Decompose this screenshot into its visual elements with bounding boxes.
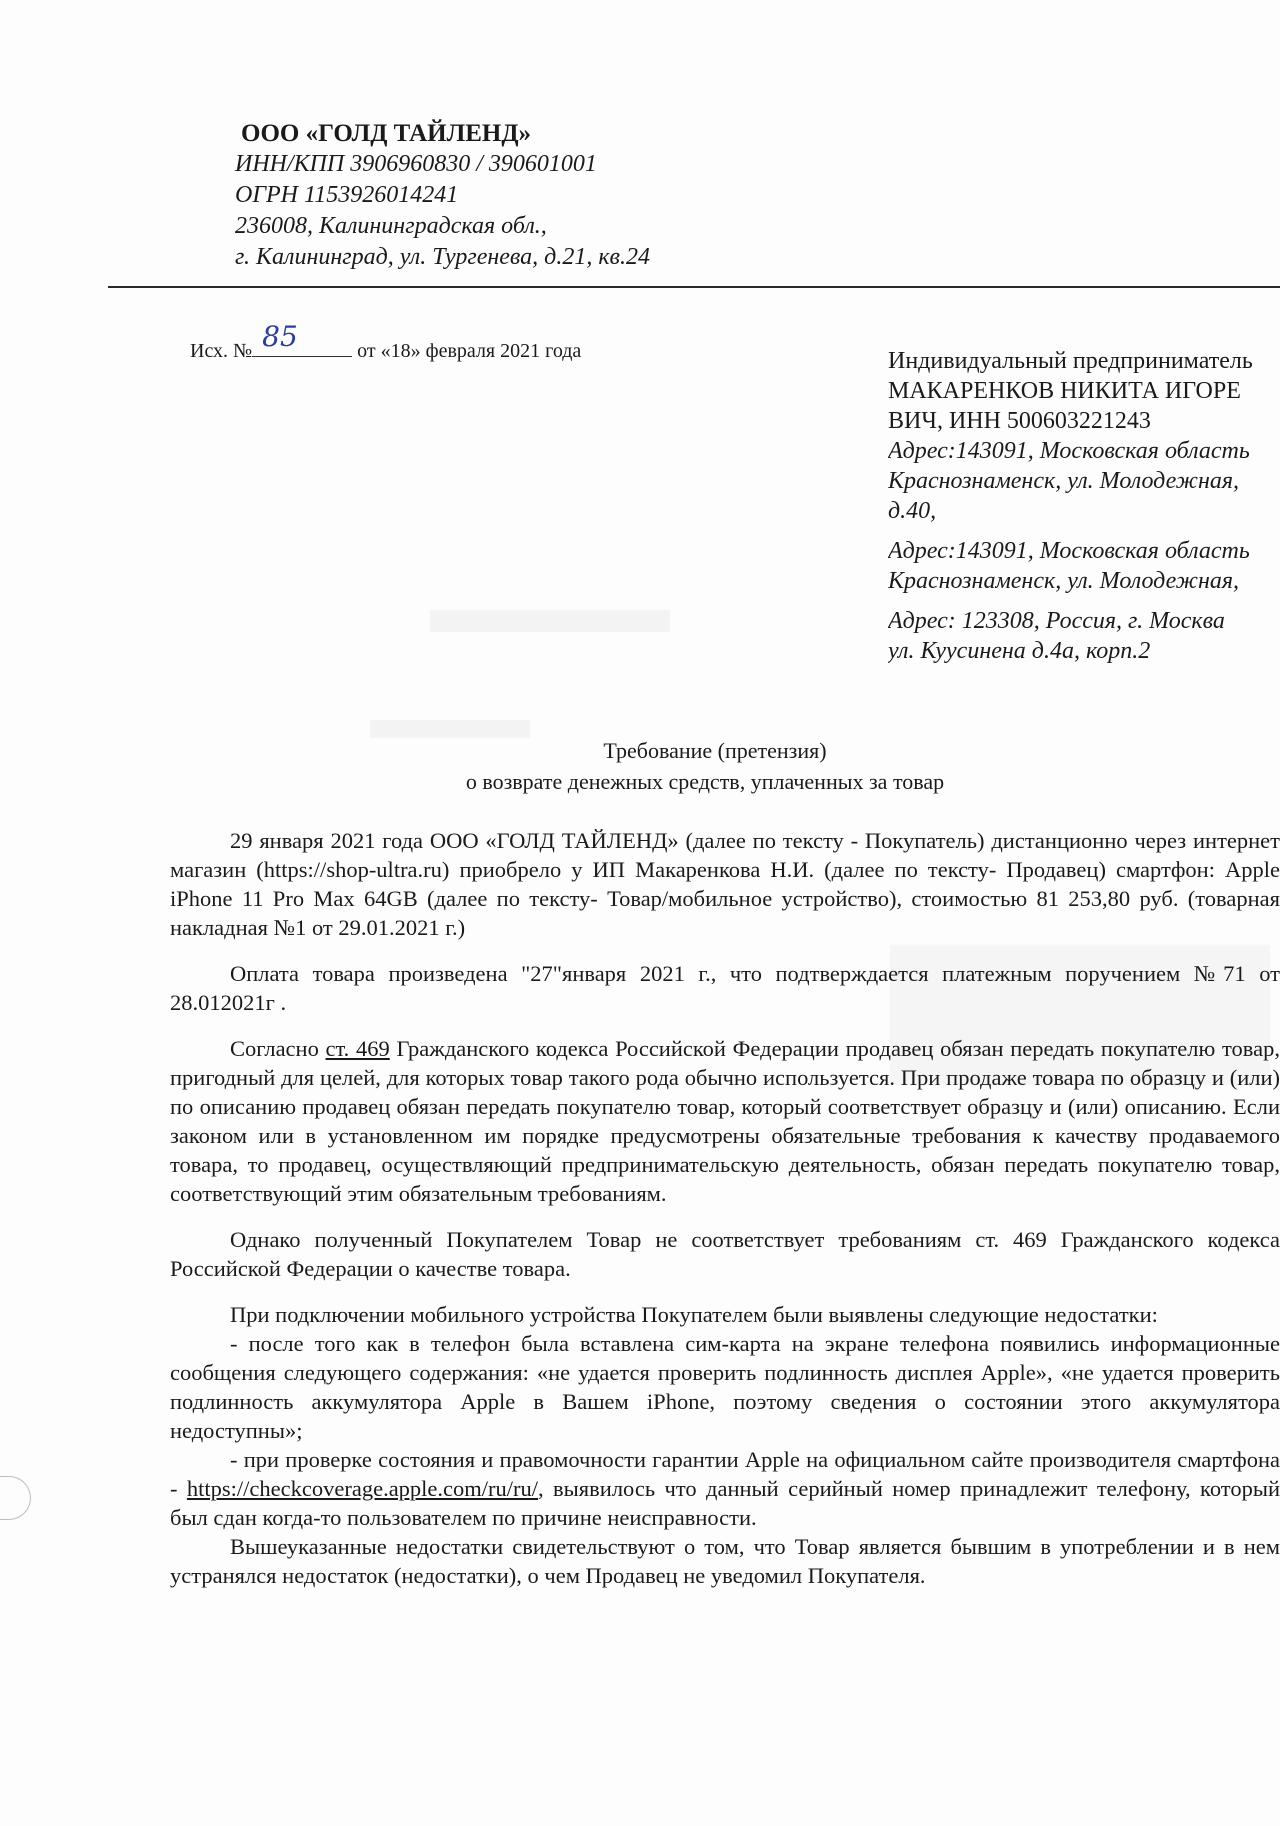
document-title (0, 735, 1280, 797)
outgoing-reference (190, 320, 582, 363)
recipient-address-line: ул. Куусинена д.4а, корп.2 (888, 638, 1151, 664)
body-paragraph: 29 января 2021 года ООО «ГОЛД ТАЙЛЕНД» (далее по тексту - Покупатель) дистанционно через интернет магазин (https://shop-ultra.ru) приобрело у ИП Макаренкова Н.И. (далее по тексту- Продавец) смартфон: Apple iPhone 11 Pro Max 64GB (далее по тексту- Товар/мобильное устройство), стоимостью 81 253,80 руб. (товарная накладная №1 от 29.01.2021 г.) (170, 828, 1280, 940)
recipient-line: Индивидуальный предприниматель (888, 348, 1253, 374)
title-line-2: о возврате денежных средств, уплаченных за товар (465, 769, 945, 794)
recipient-address-line: Адрес:143091, Московская область (888, 538, 1250, 564)
recipient-address-line: Краснознаменск, ул. Молодежная, (888, 468, 1240, 494)
handwritten-number: 85 (262, 320, 298, 353)
reference-number-line (252, 320, 352, 357)
body-paragraph: Однако полученный Покупателем Товар не соответствует требованиям ст. 469 Гражданского кодекса Российской Федерации о качестве товара. (170, 1227, 1280, 1281)
item-text: - при проверке состояния и правомочности гарантии Apple на официальном сайте производителя смартфона - (170, 1447, 1280, 1501)
title-line-1: Требование (претензия) (603, 738, 827, 763)
item-text: , выявилось что данный серийный номер принадлежит телефону, который был сдан когда-то пользователем по причине неисправности. (170, 1476, 1280, 1530)
checkcoverage-link[interactable]: https://checkcoverage.apple.com/ru/ru/ (186, 1476, 539, 1501)
paragraph-text: Гражданского кодекса Российской Федерации продавец обязан передать покупателю товар, пригодный для целей, для которых товар такого рода обычно используется. При продаже товара по образцу и (или) по описанию продавец обязан передать покупателю товар, который соответствует образцу и (или) описанию. Если законом или в установленном им порядке предусмотрены обязательные требования к качеству продаваемого товара, то продавец, осуществляющий предпринимательскую деятельность, обязан передать покупателю товар, соответствующий этим обязательным требованиям. (170, 1036, 1280, 1206)
sender-address-line-2: г. Калининград, ул. Тургенева, д.21, кв.24 (235, 244, 650, 270)
defect-item (170, 1445, 1280, 1532)
sender-block (235, 118, 650, 273)
recipient-address-line: д.40, (888, 498, 937, 524)
sender-address-line-1: 236008, Калининградская обл., (235, 213, 547, 239)
defect-item: - после того как в телефон была вставлена сим-карта на экране телефона появились информационные сообщения следующего содержания: «не удается проверить подлинность дисплея Apple», «не удается проверить подлинность аккумулятора Apple в Вашем iPhone, поэтому сведения о состоянии этого аккумулятора недоступны»; (170, 1331, 1280, 1443)
body-paragraph: При подключении мобильного устройства Покупателем были выявлены следующие недостатки: (230, 1302, 1158, 1327)
law-article-link[interactable]: ст. 469 (325, 1036, 390, 1061)
document-body (170, 826, 1280, 1607)
body-paragraph: Оплата товара произведена "27"января 2021 г., что подтверждается платежным поручением №71 от 28.012021г . (170, 961, 1280, 1015)
sender-inn-kpp: ИНН/КПП 3906960830 / 390601001 (235, 151, 597, 177)
recipient-line: ВИЧ, ИНН 500603221243 (888, 408, 1151, 434)
reference-date: от «18» февраля 2021 года (357, 340, 582, 362)
binder-hole-mark (0, 1476, 31, 1520)
bleed-through-noise (430, 610, 670, 632)
recipient-address-line: Адрес:143091, Московская область (888, 438, 1250, 464)
body-paragraph: Вышеуказанные недостатки свидетельствуют о том, что Товар является бывшим в употреблении и в нем устранялся недостаток (недостатки), о чем Продавец не уведомил Покупателя. (170, 1534, 1280, 1588)
paragraph-text: Согласно (230, 1036, 326, 1061)
recipient-address-line: Адрес: 123308, Россия, г. Москва (888, 608, 1225, 634)
sender-company: ООО «ГОЛД ТАЙЛЕНД» (241, 120, 532, 147)
sender-ogrn: ОГРН 1153926014241 (235, 182, 459, 208)
recipient-block (888, 346, 1280, 666)
header-divider (108, 286, 1280, 288)
recipient-line: МАКАРЕНКОВ НИКИТА ИГОРЕ (888, 378, 1241, 404)
recipient-address-line: Краснознаменск, ул. Молодежная, (888, 568, 1240, 594)
body-paragraph (170, 1034, 1280, 1208)
reference-prefix: Исх. № (190, 340, 253, 362)
